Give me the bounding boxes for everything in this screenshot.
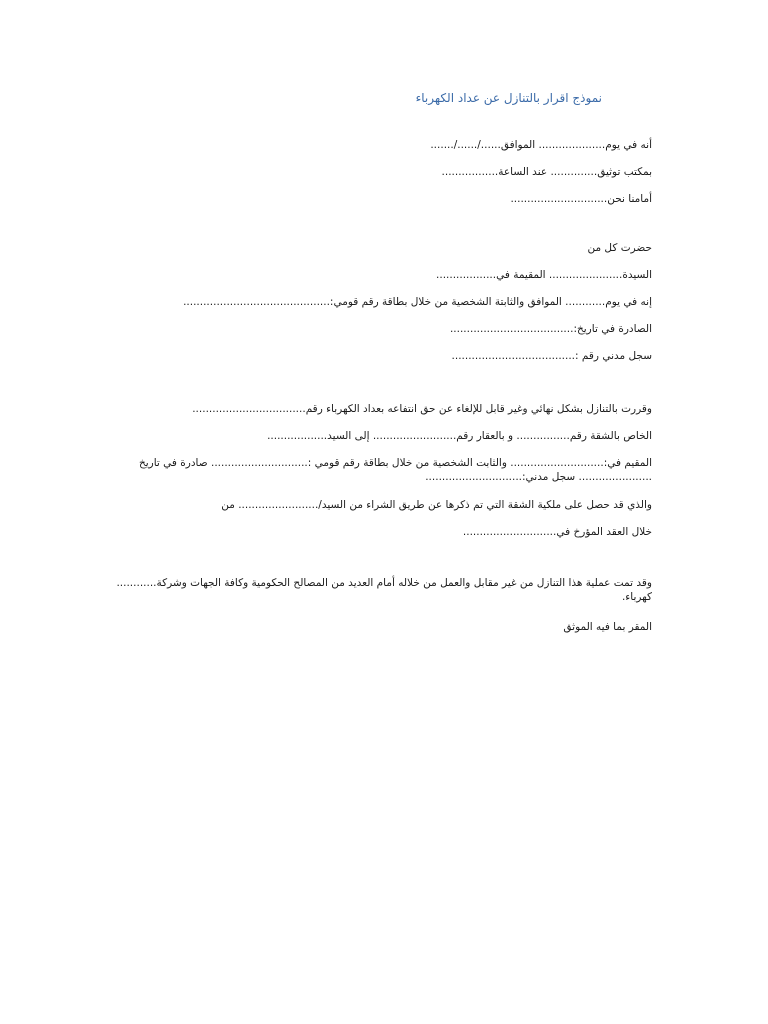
intro-line-before-us: أمامنا نحن............................. bbox=[510, 193, 652, 205]
waiver-line-meter: وقررت بالتنازل بشكل نهائي وغير قابل للإلغاء عن حق انتفاعه بعداد الكهرباء رقم.................................. bbox=[192, 403, 652, 415]
party-issued-line: الصادرة في تاريخ:..................................... bbox=[449, 323, 652, 335]
intro-line-office: بمكتب توثيق.............. عند الساعة................. bbox=[441, 166, 652, 178]
closing-paragraph: وقد تمت عملية هذا التنازل من غير مقابل والعمل من خلاله أمام العديد من المصالح الحكومية وكافة الجهات وشركة............ كهرباء. bbox=[116, 577, 652, 603]
waiver-line-apartment: الخاص بالشقة رقم................ و بالعقار رقم......................... إلى السيد.................. bbox=[267, 430, 652, 442]
closing-signature: المقر بما فيه الموثق bbox=[563, 621, 652, 633]
waiver-line-ownership: والذي قد حصل على ملكية الشقة التي تم ذكرها عن طريق الشراء من السيد/........................ من bbox=[221, 499, 652, 511]
waiver-line-contract: خلال العقد المؤرخ في............................ bbox=[462, 526, 652, 538]
waiver-line-resident: المقيم في:............................ والثابت الشخصية من خلال بطاقة رقم قومي :............................. صادرة في تاريخ ...................... سجل مدني:............................. bbox=[138, 457, 652, 483]
intro-line-day: أنه في يوم.................... الموافق....../....../....... bbox=[430, 139, 652, 151]
party-lady-line: السيدة...................... المقيمة في.................. bbox=[436, 269, 652, 281]
parties-heading: حضرت كل من bbox=[587, 242, 652, 254]
party-civil-line: سجل مدني رقم :..................................... bbox=[451, 350, 652, 362]
party-id-line: إنه في يوم............ الموافق والثابتة الشخصية من خلال بطاقة رقم قومي:............................................ bbox=[183, 296, 652, 308]
document-title: نموذج اقرار بالتنازل عن عداد الكهرباء bbox=[415, 91, 602, 105]
